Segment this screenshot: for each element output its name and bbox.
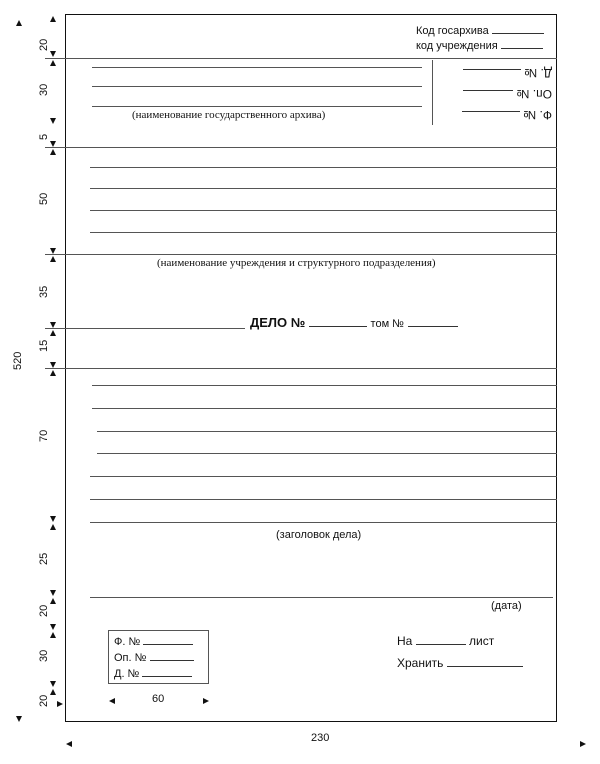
sheets-on-label: На [397, 634, 413, 648]
total-width-dim: 230 [311, 732, 330, 744]
fond-row [114, 634, 193, 648]
dim-label: 35 [38, 285, 50, 298]
dim-label: 20 [38, 38, 50, 51]
institution-name-line[interactable] [90, 210, 557, 211]
dim-arrow-down [50, 51, 56, 57]
height-arrow-up [16, 20, 22, 26]
institution-code-field[interactable] [501, 38, 543, 49]
dim-arrow-up [50, 256, 56, 262]
separator-line [45, 368, 557, 369]
mark-d: Д. № [524, 66, 552, 80]
total-height-dim: 520 [12, 351, 24, 370]
width-arrow-right [580, 741, 586, 747]
mark-op: Оп. № [516, 87, 552, 101]
dim-label: 70 [38, 429, 50, 442]
archive-name-line[interactable] [92, 86, 422, 87]
dim-label: 20 [38, 694, 50, 707]
dim-label: 20 [38, 604, 50, 617]
archive-name-caption: (наименование государственного архива) [132, 109, 326, 121]
archive-name-line[interactable] [92, 67, 422, 68]
sheets-label: лист [469, 634, 495, 648]
case-left-line [45, 328, 245, 329]
dim-arrow-down [50, 516, 56, 522]
case-title-line[interactable] [90, 499, 557, 500]
box-width-dim: 60 [152, 693, 165, 705]
delo-label: Д. № [114, 668, 140, 680]
archive-code-label: Код госархива [416, 25, 489, 37]
sheets-count-field[interactable] [416, 634, 466, 645]
marks-divider [432, 60, 433, 125]
width-arrow-left [66, 741, 72, 747]
dim-arrow-down [50, 624, 56, 630]
case-number-field[interactable] [309, 316, 367, 327]
delo-field[interactable] [142, 666, 192, 677]
institution-name-line[interactable] [90, 167, 557, 168]
dim-arrow-down [50, 118, 56, 124]
keep-row [397, 656, 523, 670]
dim-arrow-down [50, 248, 56, 254]
dim-label: 15 [38, 339, 50, 352]
case-title-line[interactable] [90, 522, 557, 523]
rotated-marks [440, 62, 552, 122]
archive-name-line[interactable] [92, 106, 422, 107]
dim-label: 30 [38, 83, 50, 96]
dim-arrow-right [203, 698, 209, 704]
dim-arrow-up [50, 330, 56, 336]
case-title-line[interactable] [97, 431, 557, 432]
mark-f: Ф. № [523, 108, 552, 122]
separator-line [45, 254, 557, 255]
dim-label: 50 [38, 192, 50, 205]
dim-arrow-down [50, 141, 56, 147]
dim-arrow-up [50, 689, 56, 695]
dim-arrow-up [50, 60, 56, 66]
dim-arrow-up [50, 598, 56, 604]
fond-field[interactable] [143, 634, 193, 645]
sheets-row [397, 634, 494, 648]
opis-field[interactable] [150, 650, 194, 661]
case-title-line[interactable] [92, 385, 557, 386]
dim-arrow-right [57, 701, 63, 707]
case-number-row [250, 315, 458, 330]
institution-name-line[interactable] [90, 232, 557, 233]
keep-period-field[interactable] [447, 656, 523, 667]
institution-name-line[interactable] [90, 188, 557, 189]
mark-d-line [463, 69, 521, 80]
keep-label: Хранить [397, 656, 444, 670]
volume-label: том № [370, 318, 404, 330]
date-caption: (дата) [491, 600, 522, 612]
opis-row [114, 650, 194, 664]
delo-row [114, 666, 192, 680]
separator-line [45, 58, 557, 59]
case-label: ДЕЛО № [250, 315, 306, 330]
dim-arrow-down [50, 362, 56, 368]
dim-label: 25 [38, 552, 50, 565]
archive-code-field[interactable] [492, 23, 544, 34]
dim-arrow-up [50, 632, 56, 638]
dim-arrow-up [50, 16, 56, 22]
mark-op-line [463, 90, 513, 101]
dim-arrow-up [50, 524, 56, 530]
institution-code-row [416, 38, 543, 52]
date-line[interactable] [90, 597, 553, 598]
archive-code-row [416, 23, 544, 37]
dim-arrow-down [50, 322, 56, 328]
volume-number-field[interactable] [408, 316, 458, 327]
separator-line [45, 147, 557, 148]
case-title-line[interactable] [92, 408, 557, 409]
case-title-line[interactable] [97, 453, 557, 454]
dim-label: 5 [38, 133, 50, 140]
opis-label: Оп. № [114, 652, 147, 664]
fond-label: Ф. № [114, 636, 141, 648]
institution-name-caption: (наименование учреждения и структурного подразделения) [157, 257, 436, 269]
dim-arrow-down [50, 590, 56, 596]
mark-f-line [462, 111, 520, 122]
dim-arrow-down [50, 681, 56, 687]
dim-arrow-left [109, 698, 115, 704]
dim-arrow-up [50, 149, 56, 155]
dim-label: 30 [38, 649, 50, 662]
institution-code-label: код учреждения [416, 40, 498, 52]
case-title-caption: (заголовок дела) [276, 529, 362, 541]
dim-arrow-up [50, 370, 56, 376]
height-arrow-down [16, 716, 22, 722]
case-title-line[interactable] [90, 476, 557, 477]
